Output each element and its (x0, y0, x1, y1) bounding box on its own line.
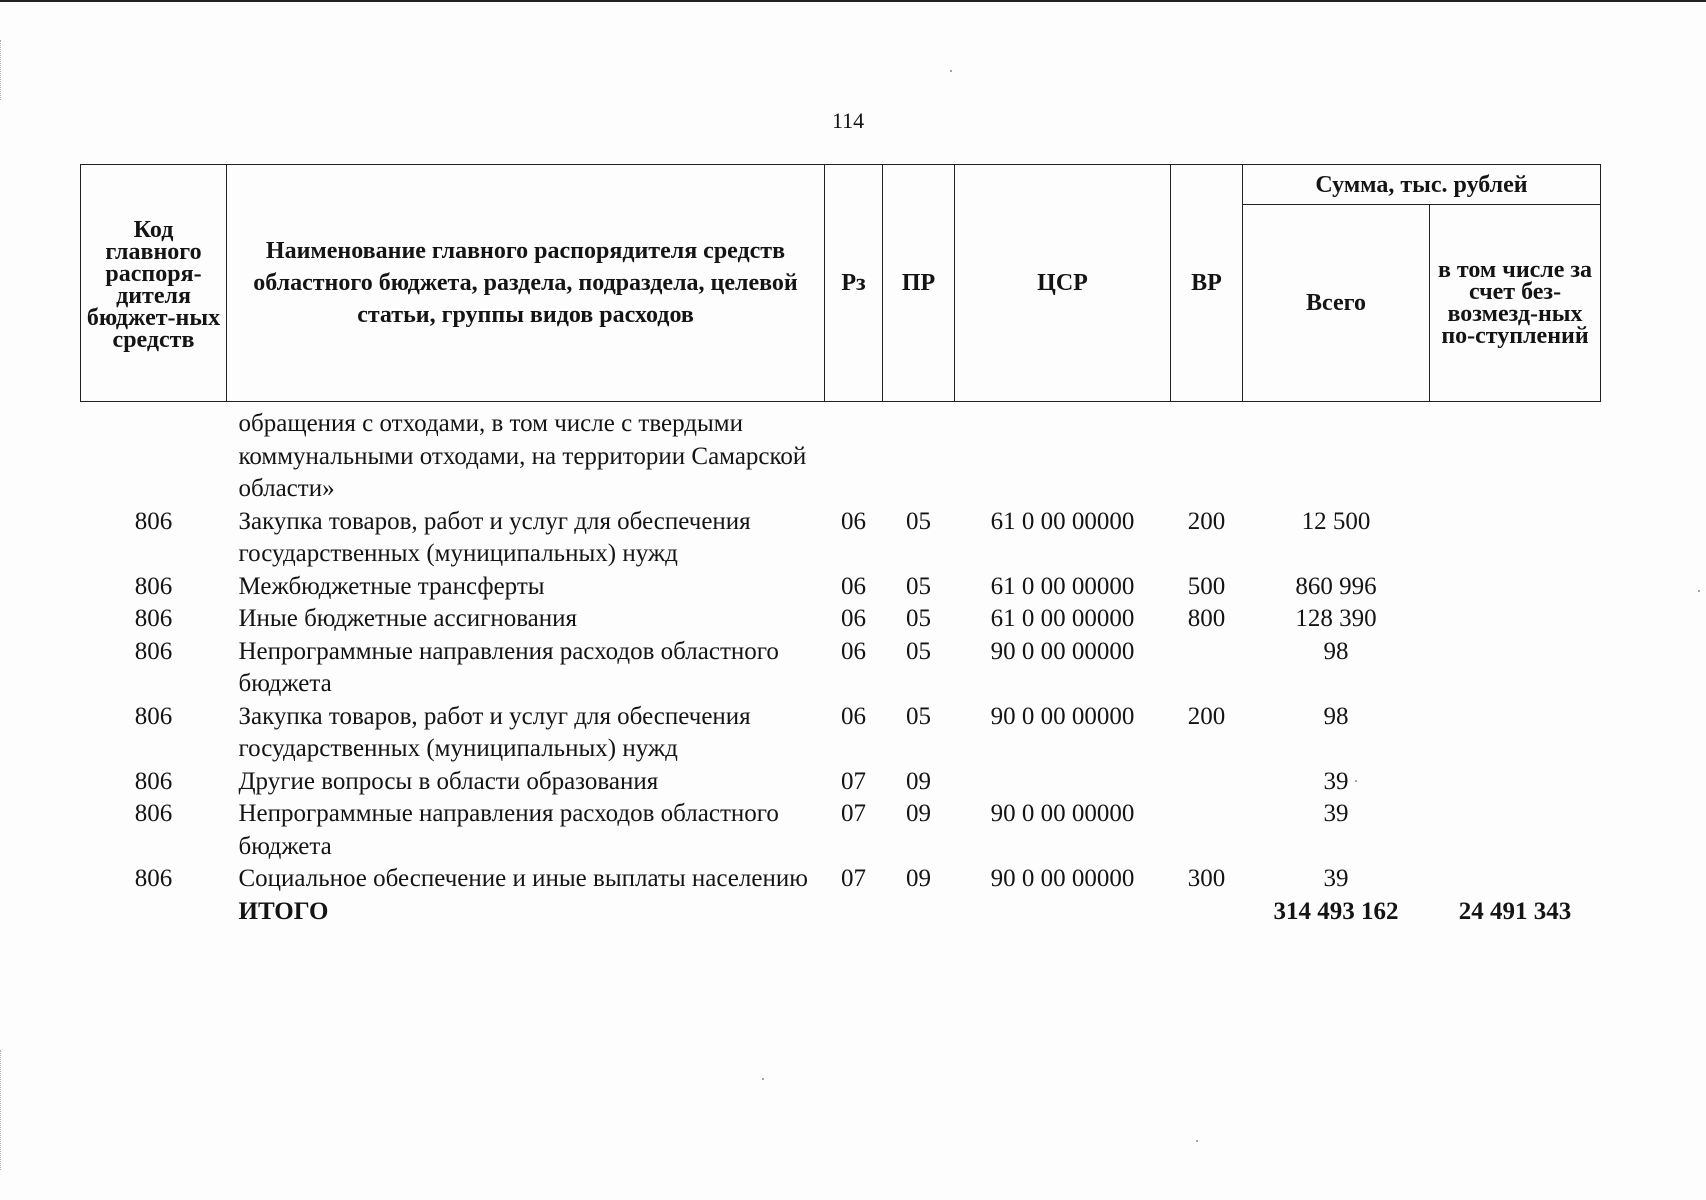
row-vr (1171, 636, 1243, 701)
row-name: обращения с отходами, в том числе с твердыми коммунальными отходами, на территории Самарской области» (238, 410, 807, 502)
row-name: Межбюджетные трансферты (238, 572, 545, 600)
scan-speck (762, 1078, 764, 1080)
row-pr: 05 (906, 637, 931, 665)
row-csr (955, 402, 1171, 506)
grand-total-incl: 24 491 343 (1458, 897, 1572, 925)
row-rz: 06 (841, 507, 866, 535)
row-incl (1430, 636, 1601, 701)
table-row (81, 506, 1601, 571)
table-row (81, 701, 1601, 766)
row-rz: 06 (841, 572, 866, 600)
grand-total: 314 493 162 (1273, 897, 1399, 925)
row-name: Социальное обеспечение и иные выплаты населению (238, 865, 808, 892)
row-vr: 500 (1187, 572, 1226, 600)
row-code: 806 (134, 865, 173, 892)
scan-edge-mark (0, 40, 7, 100)
row-incl (1430, 863, 1601, 896)
scan-speck (1355, 780, 1357, 782)
row-rz: 07 (841, 865, 866, 892)
row-total: 98 (1323, 637, 1349, 665)
row-csr: 90 0 00 00000 (990, 637, 1135, 665)
header-incl: в том числе за счет без-возмезд-ных по-ступлений (1430, 205, 1601, 402)
row-incl (1430, 766, 1601, 799)
row-incl (1430, 506, 1601, 571)
table-header (81, 165, 1601, 402)
scan-speck (950, 70, 952, 72)
header-sum-group: Сумма, тыс. рублей (1243, 165, 1601, 205)
row-name: Закупка товаров, работ и услуг для обеспечения государственных (муниципальных) нужд (238, 702, 751, 762)
row-pr: 09 (906, 767, 931, 795)
row-csr (955, 766, 1171, 799)
row-vr (1171, 766, 1243, 799)
row-vr (1171, 402, 1243, 506)
row-total (1243, 402, 1430, 506)
row-total: 12 500 (1301, 507, 1371, 535)
table-row (81, 571, 1601, 604)
row-name: Другие вопросы в области образования (238, 767, 659, 795)
row-vr: 300 (1187, 865, 1226, 892)
row-total: 39 (1323, 865, 1349, 892)
row-vr (1171, 798, 1243, 863)
page-number: 114 (832, 108, 865, 133)
row-rz (825, 402, 883, 506)
row-incl (1430, 402, 1601, 506)
total-label: ИТОГО (238, 897, 329, 925)
row-pr: 05 (906, 605, 931, 632)
row-csr: 90 0 00 00000 (990, 800, 1135, 827)
row-code: 806 (134, 637, 173, 665)
header-code: Код главного распоря-дителя бюджет-ных средств (81, 165, 227, 402)
row-incl (1430, 603, 1601, 636)
row-pr: 09 (906, 800, 931, 827)
row-rz: 06 (841, 637, 866, 665)
scan-speck (1196, 1140, 1198, 1142)
header-total: Всего (1243, 205, 1430, 402)
row-pr (883, 402, 955, 506)
table-body (81, 402, 1601, 896)
row-total: 128 390 (1295, 605, 1377, 632)
row-csr: 61 0 00 00000 (990, 572, 1135, 600)
row-rz: 06 (841, 702, 866, 730)
scan-edge-mark (0, 1050, 7, 1170)
row-code: 806 (134, 605, 173, 632)
header-vr: ВР (1171, 165, 1243, 402)
row-name: Закупка товаров, работ и услуг для обеспечения государственных (муниципальных) нужд (238, 507, 751, 567)
table-row (81, 798, 1601, 863)
header-pr: ПР (883, 165, 955, 402)
total-row (81, 896, 1601, 929)
budget-table (80, 164, 1601, 928)
row-pr: 05 (906, 572, 931, 600)
row-vr: 200 (1187, 702, 1226, 730)
row-incl (1430, 701, 1601, 766)
header-rz: Рз (825, 165, 883, 402)
top-border-line (0, 0, 1706, 2)
table-row (81, 636, 1601, 701)
row-vr: 200 (1187, 507, 1226, 535)
row-rz: 07 (841, 767, 866, 795)
row-csr: 90 0 00 00000 (990, 702, 1135, 730)
table-row (81, 863, 1601, 896)
row-code: 806 (134, 702, 173, 730)
row-code: 806 (134, 800, 173, 827)
table-row (81, 402, 1601, 506)
row-pr: 05 (906, 702, 931, 730)
row-code: 806 (134, 572, 173, 600)
header-name: Наименование главного распорядителя средств областного бюджета, раздела, подраздела, целевой статьи, группы видов расходов (227, 165, 825, 402)
header-csr: ЦСР (955, 165, 1171, 402)
row-csr: 61 0 00 00000 (990, 507, 1135, 535)
row-rz: 07 (841, 800, 866, 827)
row-csr: 61 0 00 00000 (990, 605, 1135, 632)
row-total: 860 996 (1295, 572, 1377, 600)
row-incl (1430, 798, 1601, 863)
row-total: 98 (1323, 702, 1349, 730)
row-pr: 05 (906, 507, 931, 535)
row-pr: 09 (906, 865, 931, 892)
row-name: Непрограммные направления расходов областного бюджета (238, 637, 779, 697)
row-rz: 06 (841, 605, 866, 632)
table-row (81, 766, 1601, 799)
row-total: 39 (1323, 800, 1349, 827)
row-total: 39 (1323, 767, 1349, 795)
row-code: 806 (134, 507, 173, 535)
row-csr: 90 0 00 00000 (990, 865, 1135, 892)
row-name: Непрограммные направления расходов областного бюджета (238, 800, 779, 860)
row-vr: 800 (1187, 605, 1226, 632)
row-code (81, 402, 227, 506)
row-name: Иные бюджетные ассигнования (238, 605, 578, 632)
row-incl (1430, 571, 1601, 604)
row-code: 806 (134, 767, 173, 795)
table-row (81, 603, 1601, 636)
scan-speck (1698, 590, 1700, 592)
